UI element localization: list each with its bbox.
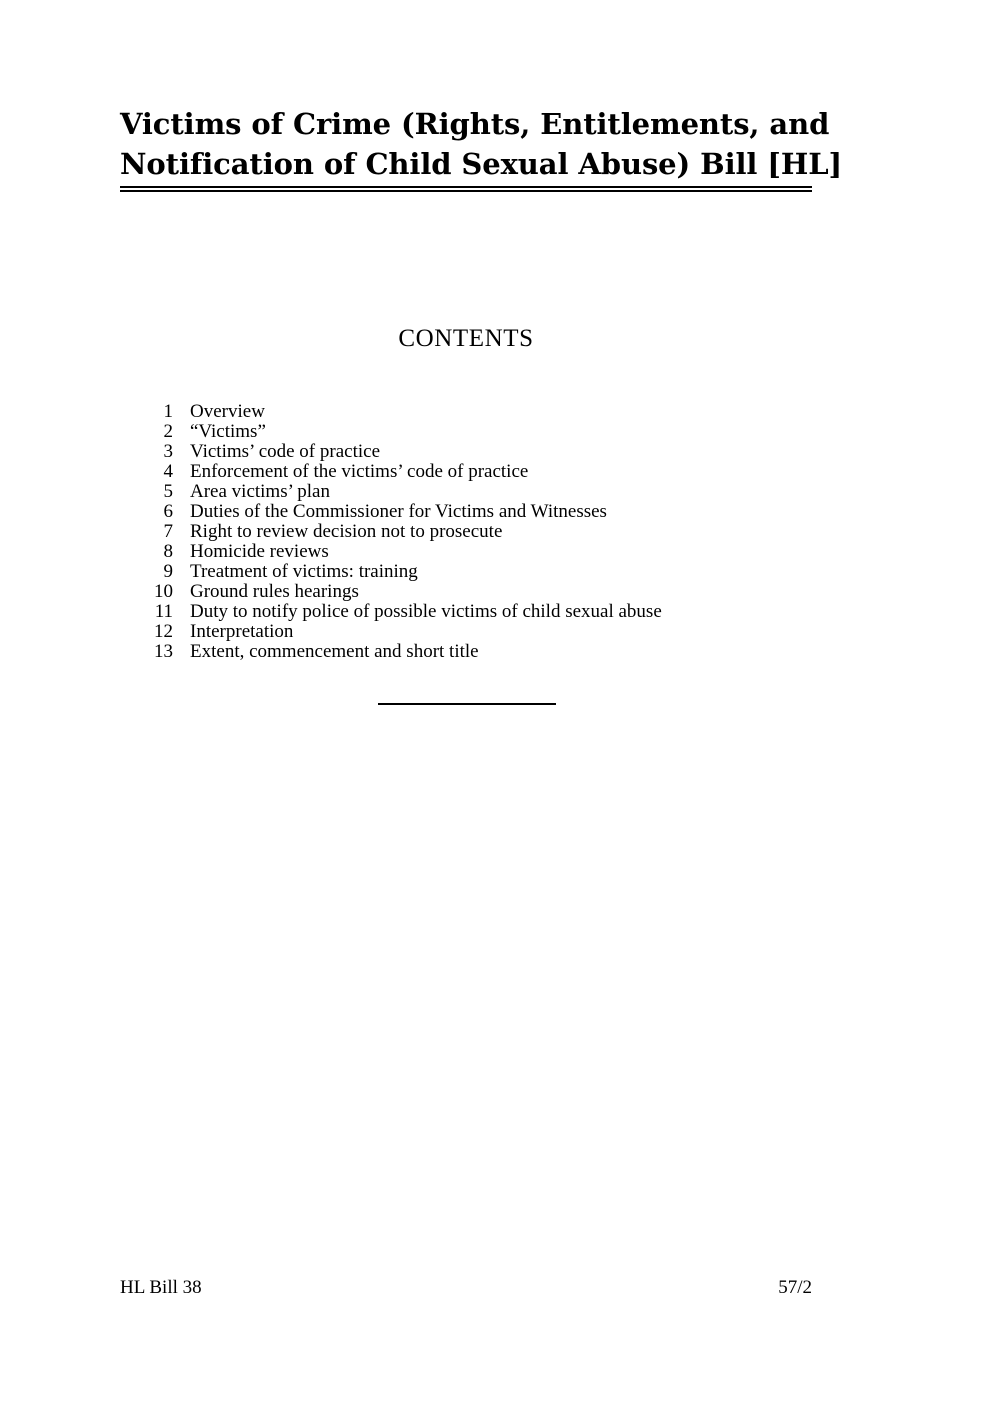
contents-item[interactable]: [120, 462, 840, 482]
contents-item-label: Enforcement of the victims’ code of practice: [190, 461, 529, 482]
contents-item-label: Victims’ code of practice: [190, 441, 380, 462]
contents-item[interactable]: [120, 442, 840, 462]
contents-item-label: Duty to notify police of possible victims of child sexual abuse: [190, 601, 662, 622]
contents-item[interactable]: [120, 582, 840, 602]
contents-list: [120, 402, 840, 662]
document-title: [120, 104, 843, 184]
contents-item-label: Interpretation: [190, 621, 294, 642]
contents-item-number: 12: [154, 621, 173, 642]
contents-item-number: 5: [163, 481, 173, 502]
contents-item-label: Ground rules hearings: [190, 581, 359, 602]
contents-item-label: Right to review decision not to prosecute: [190, 521, 503, 542]
contents-item-number: 3: [163, 441, 173, 462]
contents-item-number: 4: [163, 461, 173, 482]
contents-item-number: 2: [163, 421, 173, 442]
contents-item-label: “Victims”: [190, 421, 266, 442]
contents-item-number: 11: [154, 601, 173, 622]
contents-item-number: 9: [163, 561, 173, 582]
contents-item[interactable]: [120, 422, 840, 442]
contents-heading: CONTENTS: [398, 325, 534, 352]
contents-item-label: Homicide reviews: [190, 541, 329, 562]
contents-item-label: Treatment of victims: training: [190, 561, 418, 582]
contents-item-number: 13: [154, 641, 173, 662]
contents-item-label: Duties of the Commissioner for Victims and Witnesses: [190, 501, 607, 522]
contents-item[interactable]: [120, 542, 840, 562]
section-divider-rule: [378, 703, 556, 705]
contents-item[interactable]: [120, 622, 840, 642]
contents-item-number: 6: [163, 501, 173, 522]
contents-item[interactable]: [120, 482, 840, 502]
contents-item[interactable]: [120, 502, 840, 522]
page-footer: [120, 1276, 812, 1300]
bill-number-label: HL Bill 38: [120, 1277, 202, 1298]
contents-item-label: Area victims’ plan: [190, 481, 330, 502]
title-rule-lower-line: [120, 190, 812, 192]
contents-item-number: 7: [163, 521, 173, 542]
contents-item[interactable]: [120, 562, 840, 582]
contents-item-number: 8: [163, 541, 173, 562]
contents-item[interactable]: [120, 402, 840, 422]
title-rule-upper-line: [120, 186, 812, 188]
session-reference-label: 57/2: [778, 1277, 812, 1298]
contents-item-label: Extent, commencement and short title: [190, 641, 479, 662]
contents-item[interactable]: [120, 642, 840, 662]
contents-item-label: Overview: [190, 401, 265, 422]
document-title-line-1: Victims of Crime (Rights, Entitlements, and: [120, 107, 830, 141]
document-title-line-2: Notification of Child Sexual Abuse) Bill [HL]: [120, 147, 843, 181]
contents-item[interactable]: [120, 522, 840, 542]
contents-item[interactable]: [120, 602, 840, 622]
title-double-rule: [120, 186, 812, 192]
contents-item-number: 10: [154, 581, 173, 602]
contents-item-number: 1: [163, 401, 173, 422]
